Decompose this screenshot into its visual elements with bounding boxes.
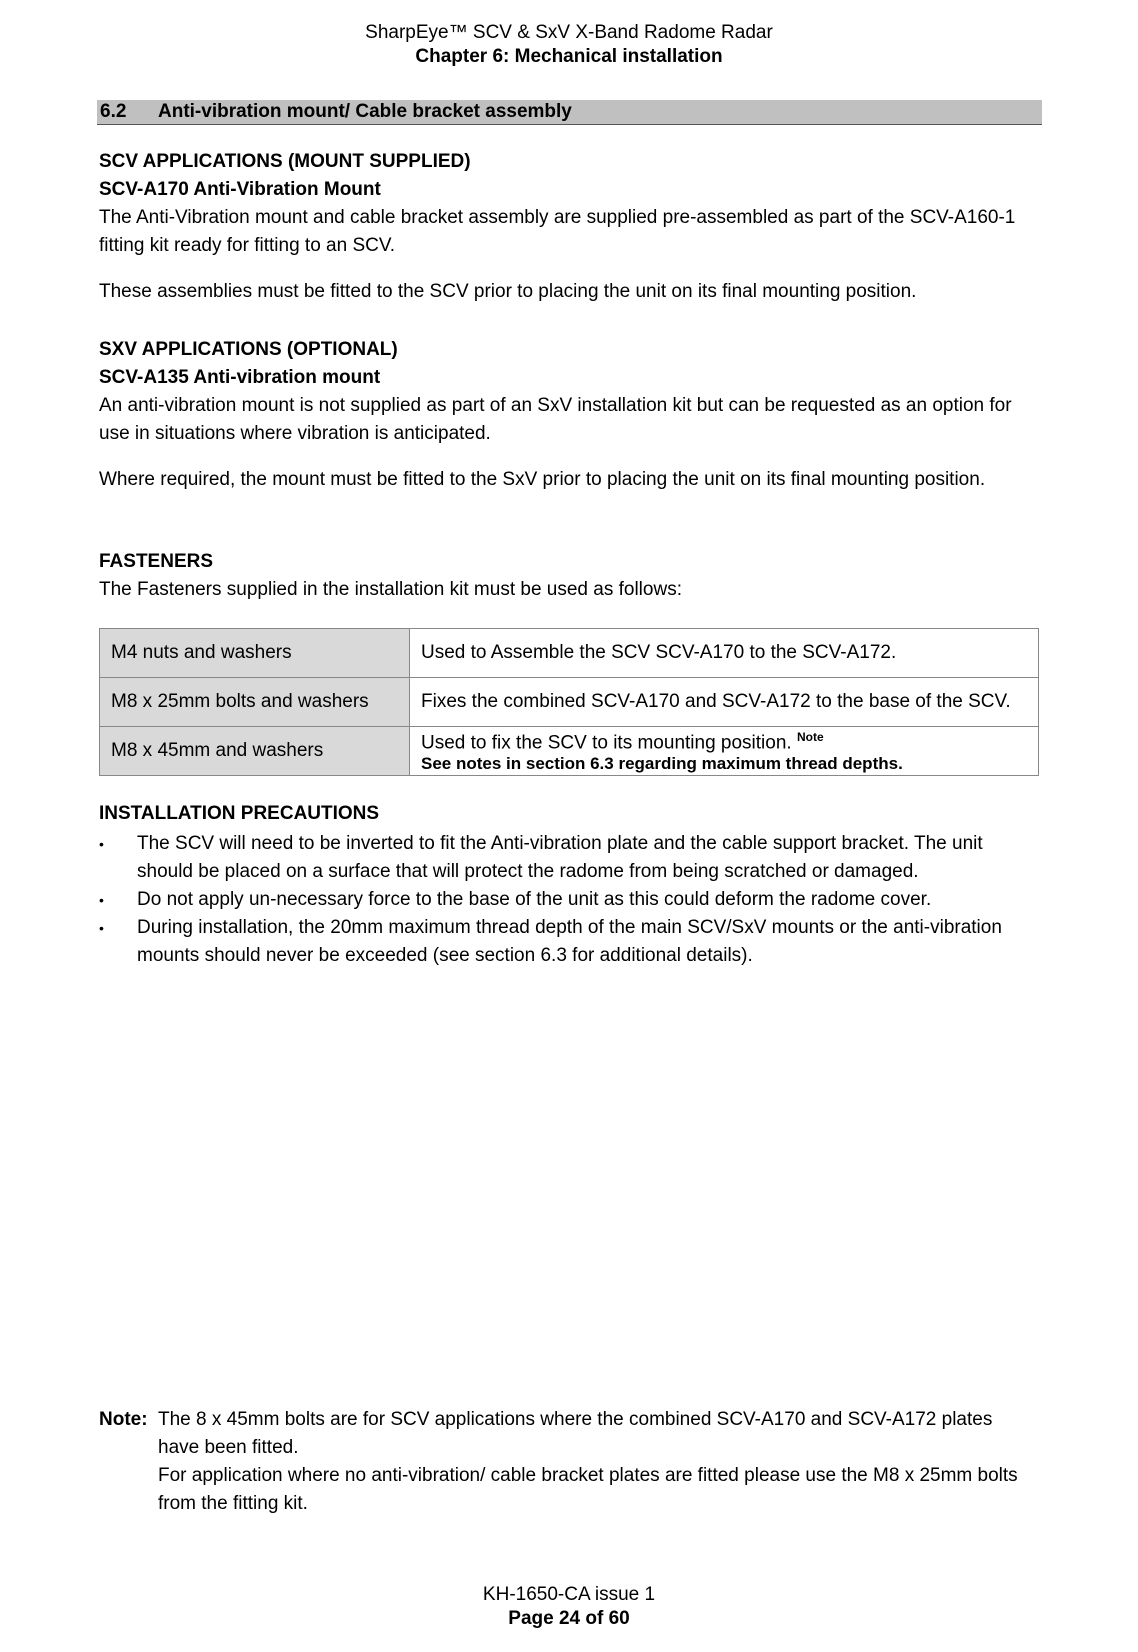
- list-item: [99, 830, 1039, 886]
- precautions-heading: INSTALLATION PRECAUTIONS: [99, 803, 380, 824]
- sxv-subheading: SCV-A135 Anti-vibration mount: [99, 367, 381, 388]
- precaution-text: Do not apply un-necessary force to the base of the unit as this could deform the radome cover.: [137, 889, 932, 910]
- precautions-list: [99, 830, 1039, 970]
- section-title: Anti-vibration mount/ Cable bracket assembly: [158, 101, 572, 122]
- sxv-applications-block: [99, 336, 1039, 494]
- fastener-use: Used to fix the SCV to its mounting position.: [421, 732, 792, 754]
- scv-subheading: SCV-A170 Anti-Vibration Mount: [99, 179, 381, 200]
- scv-applications-block: [99, 148, 1039, 306]
- precaution-text: The SCV will need to be inverted to fit the Anti-vibration plate and the cable support bracket. The unit should be placed on a surface that will protect the radome from being scratched or damaged.: [137, 833, 983, 882]
- note-line-1: The 8 x 45mm bolts are for SCV applications where the combined SCV-A170 and SCV-A172 plates have been fitted.: [158, 1409, 993, 1458]
- fasteners-heading: FASTENERS: [99, 551, 214, 572]
- precautions-heading-block: [99, 800, 1039, 828]
- note-superscript: Note: [796, 730, 824, 744]
- bullet-icon: •: [99, 836, 104, 852]
- fastener-use-cell: [410, 727, 1039, 776]
- header-chapter: Chapter 6: Mechanical installation: [415, 46, 723, 67]
- bullet-icon: •: [99, 920, 104, 936]
- fastener-use: Used to Assemble the SCV SCV-A170 to the SCV-A172.: [410, 629, 1039, 678]
- note-line-2: For application where no anti-vibration/ cable bracket plates are fitted please use the M8 x 25mm bolts from the fitting kit.: [158, 1465, 1018, 1514]
- header-title: SharpEye™ SCV & SxV X-Band Radome Radar: [365, 22, 773, 43]
- thread-depth-note: See notes in section 6.3 regarding maximum thread depths.: [421, 754, 903, 774]
- note-label: Note:: [99, 1409, 148, 1430]
- table-row: [100, 678, 1039, 727]
- fastener-use: Fixes the combined SCV-A170 and SCV-A172 to the base of the SCV.: [410, 678, 1039, 727]
- fastener-item: M8 x 45mm and washers: [100, 727, 410, 776]
- fasteners-table: [99, 628, 1039, 776]
- bullet-icon: •: [99, 892, 104, 908]
- fastener-item: M8 x 25mm bolts and washers: [100, 678, 410, 727]
- footer-page-number: Page 24 of 60: [508, 1608, 630, 1629]
- section-number: 6.2: [100, 101, 127, 122]
- table-row: [100, 629, 1039, 678]
- fastener-item: M4 nuts and washers: [100, 629, 410, 678]
- sxv-heading: SXV APPLICATIONS (OPTIONAL): [99, 339, 398, 360]
- section-heading-bar: [97, 100, 1042, 125]
- fasteners-intro: The Fasteners supplied in the installation kit must be used as follows:: [99, 579, 682, 600]
- list-item: [99, 886, 1039, 914]
- note-body: [158, 1406, 1038, 1518]
- scv-paragraph-1: The Anti-Vibration mount and cable bracket assembly are supplied pre-assembled as part of the SCV-A160-1 fitting kit ready for fitting to an SCV.: [99, 207, 1016, 256]
- table-row: [100, 727, 1039, 776]
- footer-doc-id: KH-1650-CA issue 1: [482, 1584, 656, 1605]
- scv-paragraph-2: These assemblies must be fitted to the SCV prior to placing the unit on its final mounting position.: [99, 281, 917, 302]
- fasteners-block: [99, 548, 1039, 604]
- sxv-paragraph-2: Where required, the mount must be fitted to the SxV prior to placing the unit on its final mounting position.: [99, 469, 986, 490]
- sxv-paragraph-1: An anti-vibration mount is not supplied as part of an SxV installation kit but can be requested as an option for use in situations where vibration is anticipated.: [99, 395, 1012, 444]
- precaution-text: During installation, the 20mm maximum thread depth of the main SCV/SxV mounts or the anti-vibration mounts should never be exceeded (see section 6.3 for additional details).: [137, 917, 1002, 966]
- scv-heading: SCV APPLICATIONS (MOUNT SUPPLIED): [99, 151, 471, 172]
- list-item: [99, 914, 1039, 970]
